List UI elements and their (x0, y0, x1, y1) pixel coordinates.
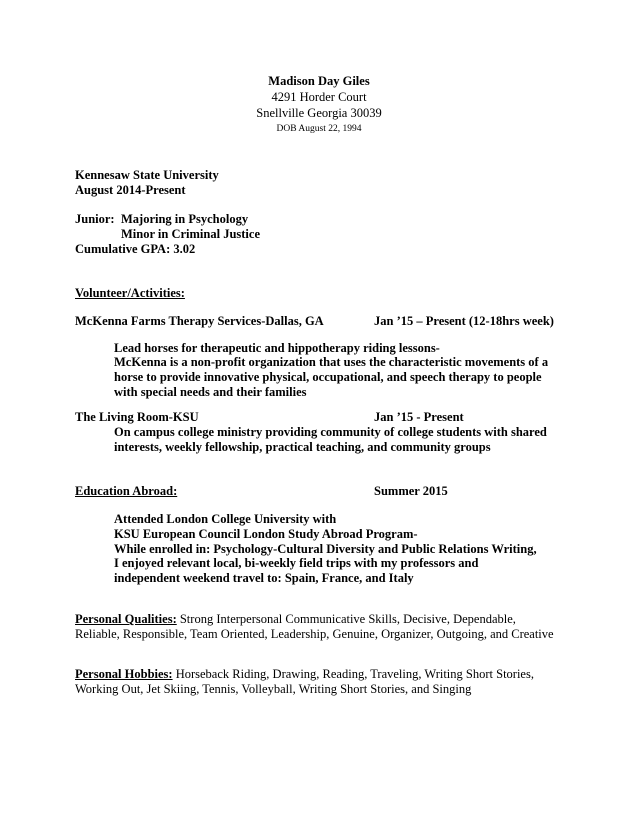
abroad-line-2: KSU European Council London Study Abroad Program- (114, 527, 418, 541)
qualities-text-1: Strong Interpersonal Communicative Skills, Decisive, Dependable, (179, 612, 516, 626)
volunteer-2-line-1: On campus college ministry providing community of college students with shared (114, 425, 547, 439)
date-of-birth: DOB August 22, 1994 (276, 124, 362, 134)
abroad-line-5: independent weekend travel to: Spain, France, and Italy (114, 571, 414, 585)
volunteer-1-line-1: Lead horses for therapeutic and hippotherapy riding lessons- (114, 341, 440, 355)
hobbies-line-1 (75, 666, 534, 682)
abroad-heading: Education Abroad: (75, 484, 178, 498)
volunteer-1-line-4: with special needs and their families (114, 385, 307, 399)
school-dates: August 2014-Present (75, 183, 186, 197)
volunteer-date-1: Jan ’15 – Present (12-18hrs week) (374, 314, 554, 328)
abroad-line-3: While enrolled in: Psychology-Cultural Diversity and Public Relations Writing, (114, 542, 537, 556)
hobbies-line-2: Working Out, Jet Skiing, Tennis, Volleyball, Writing Short Stories, and Singing (75, 682, 472, 696)
resume-name: Madison Day Giles (268, 74, 370, 88)
abroad-line-4: I enjoyed relevant local, bi-weekly field trips with my professors and (114, 556, 479, 570)
abroad-date: Summer 2015 (374, 484, 448, 498)
qualities-line-1 (75, 611, 516, 627)
minor-line: Minor in Criminal Justice (121, 227, 261, 241)
major-prefix: Junior: (75, 212, 115, 226)
volunteer-heading: Volunteer/Activities: (75, 286, 185, 300)
hobbies-text-1: Horseback Riding, Drawing, Reading, Traveling, Writing Short Stories, (175, 667, 534, 681)
abroad-line-1: Attended London College University with (114, 512, 337, 526)
volunteer-org-2: The Living Room-KSU (75, 410, 199, 424)
city-address: Snellville Georgia 30039 (256, 106, 382, 120)
volunteer-1-line-3: horse to provide innovative physical, occupational, and speech therapy to people (114, 370, 542, 384)
hobbies-label: Personal Hobbies: (75, 667, 173, 681)
volunteer-date-2: Jan ’15 - Present (374, 410, 464, 424)
street-address: 4291 Horder Court (271, 90, 367, 104)
major-line: Majoring in Psychology (121, 212, 249, 226)
qualities-label: Personal Qualities: (75, 612, 177, 626)
qualities-line-2: Reliable, Responsible, Team Oriented, Leadership, Genuine, Organizer, Outgoing, and Creative (75, 627, 554, 641)
gpa-line: Cumulative GPA: 3.02 (75, 242, 196, 256)
volunteer-1-line-2: McKenna is a non-profit organization that uses the characteristic movements of a (114, 355, 549, 369)
volunteer-org-1: McKenna Farms Therapy Services-Dallas, GA (75, 314, 324, 328)
school-name: Kennesaw State University (75, 168, 219, 182)
volunteer-2-line-2: interests, weekly fellowship, practical teaching, and community groups (114, 440, 491, 454)
